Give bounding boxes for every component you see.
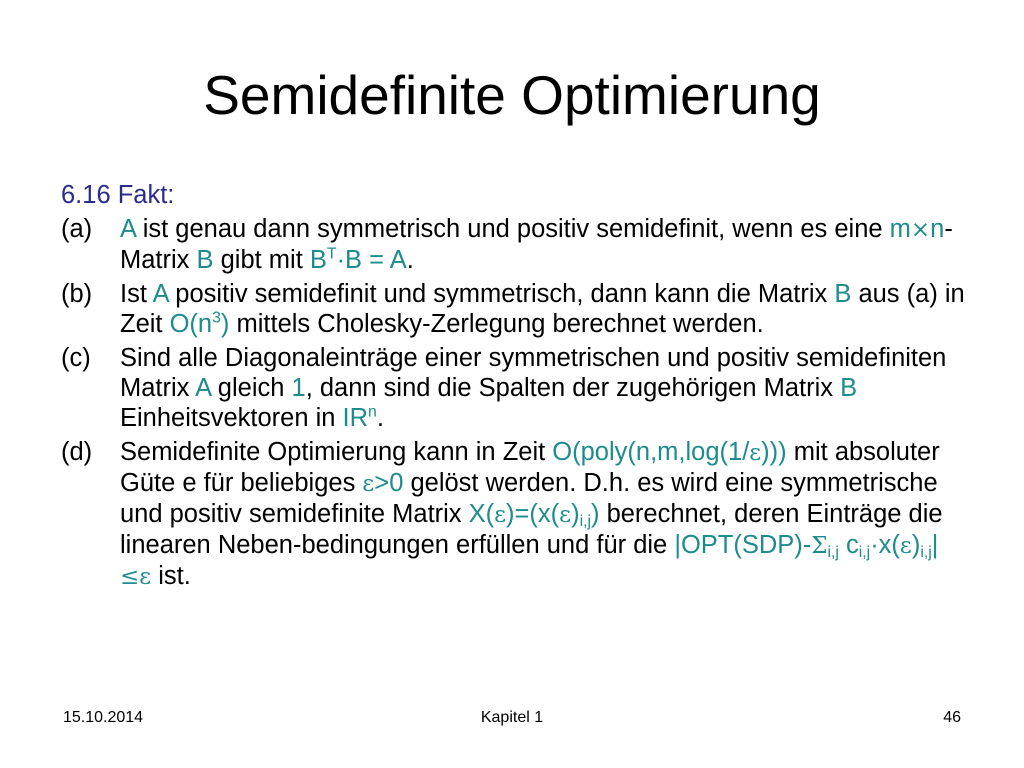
math-subscript: i,j: [827, 543, 839, 561]
item-text: ist genau dann symmetrisch und positiv semidefinit, wenn es eine: [135, 215, 890, 243]
math-text: B: [840, 374, 858, 402]
item-text: positiv semidefinit und symmetrisch, dann kann die Matrix: [168, 280, 835, 308]
math-text: A: [120, 215, 136, 243]
math-subscript: i,j: [920, 543, 932, 561]
math-symbol: ε: [899, 533, 912, 559]
item-text: , dann sind die Spalten der zugehörigen Matrix: [305, 374, 841, 402]
math-superscript: T: [326, 245, 337, 263]
math-text: B: [834, 280, 852, 308]
math-symbol: ≤: [120, 564, 140, 590]
math-text: ))): [761, 438, 787, 466]
item-text: aus (a) in Zeit: [120, 280, 965, 338]
math-text: ): [590, 500, 600, 528]
item-label: (b): [61, 280, 93, 308]
math-text: A: [195, 374, 211, 402]
math-text: c: [838, 531, 859, 559]
item-text: gelöst werden. D.h. es wird eine symmetrische und positiv semidefinite Matrix: [120, 469, 938, 528]
math-superscript: n: [368, 403, 377, 421]
item-text: gleich: [210, 374, 292, 402]
footer-date: 15.10.2014: [63, 709, 144, 726]
math-text: ·x(: [870, 531, 900, 559]
math-text: n: [930, 215, 945, 243]
slide-body: [61, 180, 971, 596]
math-symbol: ε: [362, 471, 375, 497]
fakt-label: 6.16 Fakt:: [61, 181, 175, 209]
math-superscript: 3: [212, 309, 221, 327]
item-text: Ist: [120, 280, 153, 308]
math-text: |: [931, 531, 939, 559]
math-text: IR: [342, 404, 369, 432]
math-text: X(: [468, 500, 495, 528]
item-text: Semidefinite Optimierung kann in Zeit: [120, 438, 553, 466]
math-text: O(poly(n,m,log(1/: [552, 438, 750, 466]
math-subscript: i,j: [858, 543, 871, 561]
math-subscript: i,j: [579, 512, 591, 530]
math-symbol: ε: [139, 564, 152, 590]
list-item-a: [61, 214, 971, 275]
math-text: m: [889, 215, 911, 243]
list-item-c: [61, 343, 971, 433]
math-symbol: ε: [559, 502, 572, 528]
math-text: B: [196, 246, 214, 274]
math-symbol: ε: [494, 502, 507, 528]
math-text: ): [571, 500, 580, 528]
math-text: O(n: [169, 310, 213, 338]
math-text: ): [220, 310, 230, 338]
math-text: ): [911, 531, 921, 559]
item-text: .: [406, 246, 414, 274]
math-symbol: Σ: [811, 533, 828, 559]
math-text: 1: [291, 374, 306, 402]
math-text: >0: [374, 469, 404, 497]
item-text: -Matrix: [120, 215, 953, 274]
math-text: |OPT(SDP)-: [674, 531, 812, 559]
item-text: Einheitsvektoren in: [120, 404, 343, 432]
item-label: (c): [61, 344, 91, 372]
math-symbol: ε: [749, 440, 762, 466]
math-symbol: ×: [910, 217, 931, 243]
math-text: B: [309, 246, 327, 274]
item-text: .: [376, 404, 384, 432]
item-text: Sind alle Diagonaleinträge einer symmetrischen und positiv semidefiniten Matrix: [120, 344, 947, 402]
slide-title: Semidefinite Optimierung: [203, 64, 821, 126]
item-text: berechnet, deren Einträge die linearen Neben-bedingungen erfüllen und für die: [120, 500, 943, 559]
math-text: A: [152, 280, 169, 308]
math-text: )=(x(: [506, 500, 560, 528]
math-text: ·B = A: [336, 246, 407, 274]
item-label: (d): [61, 438, 93, 466]
item-text: gibt mit: [213, 246, 310, 274]
footer-chapter: Kapitel 1: [480, 709, 544, 726]
item-text: mit absoluter Güte e für beliebiges: [120, 438, 940, 497]
item-text: mittels Cholesky-Zerlegung berechnet werden.: [229, 310, 764, 338]
item-text: ist.: [151, 562, 191, 590]
list-item-d: [61, 437, 971, 592]
list-item-b: [61, 279, 971, 339]
footer-page-number: 46: [943, 709, 961, 726]
item-label: (a): [61, 215, 93, 243]
